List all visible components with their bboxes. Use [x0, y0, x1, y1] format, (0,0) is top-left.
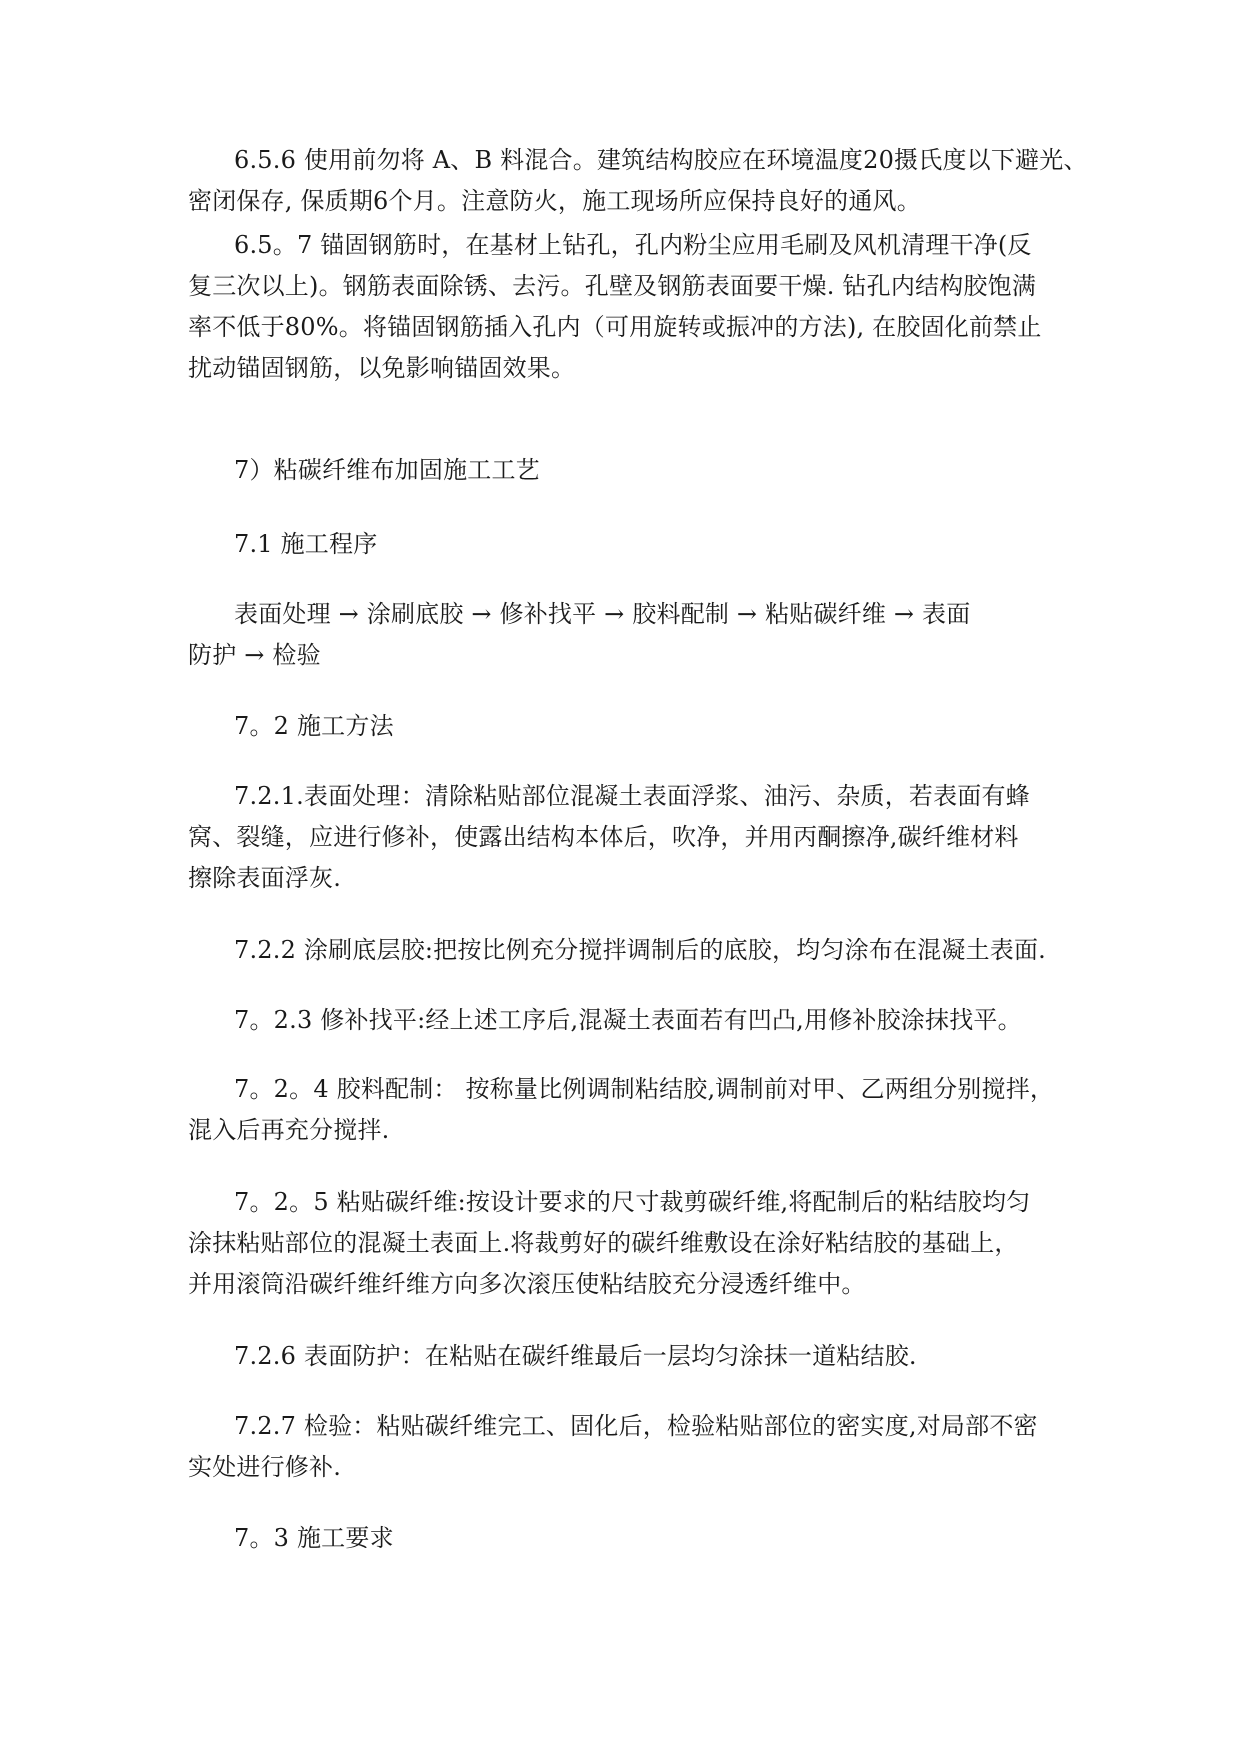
text-line: 擦除表面浮灰.: [188, 864, 342, 892]
text-line: 7.2.7 检验：粘贴碳纤维完工、固化后，检验粘贴部位的密实度,对局部不密: [234, 1412, 1038, 1440]
paragraph-7-2-6: [188, 1336, 1064, 1377]
process-flow: [188, 594, 1064, 676]
text-line: 7.2.1.表面处理：清除粘贴部位混凝土表面浮浆、油污、杂质，若表面有蜂: [234, 782, 1030, 810]
paragraph-7-2-5: [188, 1182, 1064, 1305]
section-heading-7-2: [188, 706, 1064, 747]
text-line: 混入后再充分搅拌.: [188, 1116, 390, 1144]
section-heading-7: [188, 450, 1064, 491]
heading-text: 7。2 施工方法: [234, 712, 394, 740]
paragraph-7-2-2: [188, 930, 1064, 971]
text-line: 6.5.6 使用前勿将 A、B 料混合。建筑结构胶应在环境温度20摄氏度以下避光、: [234, 146, 1088, 174]
text-line: 窝、裂缝，应进行修补，使露出结构本体后，吹净，并用丙酮擦净,碳纤维材料: [188, 823, 1019, 851]
text-line: 复三次以上)。钢筋表面除锈、去污。孔壁及钢筋表面要干燥. 钻孔内结构胶饱满: [188, 272, 1037, 300]
heading-text: 7.1 施工程序: [234, 530, 378, 558]
section-heading-7-1: [188, 524, 1064, 565]
paragraph-7-2-3: [188, 1000, 1064, 1041]
text-line: 7.2.6 表面防护：在粘贴在碳纤维最后一层均匀涂抹一道粘结胶.: [234, 1342, 917, 1370]
text-line: 表面处理 → 涂刷底胶 → 修补找平 → 胶料配制 → 粘贴碳纤维 → 表面: [234, 600, 971, 628]
text-line: 率不低于80%。将锚固钢筋插入孔内（可用旋转或振冲的方法), 在胶固化前禁止: [188, 313, 1042, 341]
paragraph-6-5-6: [188, 140, 1088, 222]
text-line: 7。2.3 修补找平:经上述工序后,混凝土表面若有凹凸,用修补胶涂抹找平。: [234, 1006, 1022, 1034]
text-line: 6.5。7 锚固钢筋时，在基材上钻孔，孔内粉尘应用毛刷及风机清理干净(反: [234, 231, 1032, 259]
text-line: 涂抹粘贴部位的混凝土表面上.将裁剪好的碳纤维敷设在涂好粘结胶的基础上，: [188, 1229, 1019, 1257]
paragraph-7-2-1: [188, 776, 1064, 899]
text-line: 7.2.2 涂刷底层胶:把按比例充分搅拌调制后的底胶，均匀涂布在混凝土表面.: [234, 936, 1047, 964]
section-heading-7-3: [188, 1518, 1064, 1559]
heading-text: 7。3 施工要求: [234, 1524, 394, 1552]
text-line: 并用滚筒沿碳纤维纤维方向多次滚压使粘结胶充分浸透纤维中。: [188, 1270, 866, 1298]
paragraph-7-2-7: [188, 1406, 1064, 1488]
heading-text: 7）粘碳纤维布加固施工工艺: [234, 456, 540, 484]
text-line: 扰动锚固钢筋，以免影响锚固效果。: [188, 354, 576, 382]
paragraph-7-2-4: [188, 1069, 1064, 1151]
text-line: 实处进行修补.: [188, 1453, 342, 1481]
text-line: 7。2。5 粘贴碳纤维:按设计要求的尺寸裁剪碳纤维,将配制后的粘结胶均匀: [234, 1188, 1031, 1216]
paragraph-6-5-7: [188, 225, 1064, 389]
text-line: 防护 → 检验: [188, 641, 321, 669]
text-line: 密闭保存, 保质期6个月。注意防火，施工现场所应保持良好的通风。: [188, 187, 921, 215]
text-line: 7。2。4 胶料配制： 按称量比例调制粘结胶,调制前对甲、乙两组分别搅拌，: [234, 1075, 1055, 1103]
